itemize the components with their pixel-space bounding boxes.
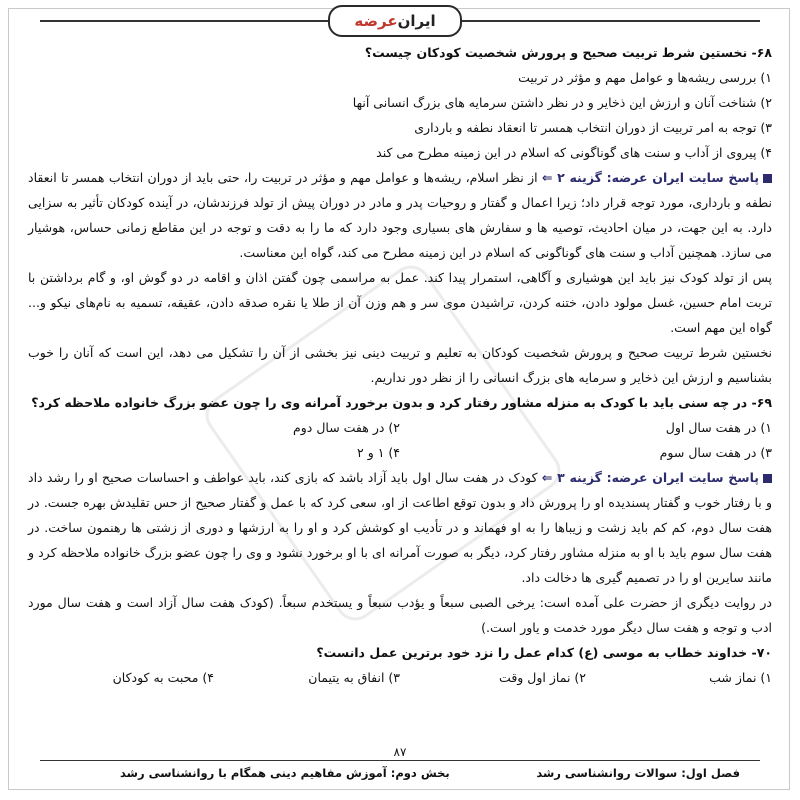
question-68: ۶۸- نخستین شرط تربیت صحیح و پرورش شخصیت کودکان چیست؟ <box>364 45 772 60</box>
q69-option-2: ۲) در هفت سال دوم <box>293 420 400 435</box>
q69-answer-p2: در روایت دیگری از حضرت علی آمده است: یرخی الصبی سبعاً و یؤدب سبعاً و یستخدم سبعاً. (کودک هفت سال آزاد است و هفت سال مورد ادب و توجه و هفت سال دیگر مورد خدمت و یاور است.) <box>28 595 772 635</box>
q70-options-row <box>28 665 772 690</box>
q68-answer-p3: نخستین شرط تربیت صحیح و پرورش شخصیت کودکان به تعلیم و تربیت دینی نیز بخشی از آن را تشکیل می دهد، این است که آنان را خوب بشناسیم و ارزش این ذخایر و سرمایه های بزرگ انسانی را از نظر دور نداریم. <box>28 345 772 385</box>
question-69: ۶۹- در چه سنی باید با کودک به منزله مشاور رفتار کرد و بدون برخورد آمرانه وی را چون عضو بزرگ خانواده ملاحظه کرد؟ <box>31 395 772 410</box>
q68-answer-p1: از نظر اسلام، ریشه‌ها و عوامل مهم و مؤثر در تربیت را، حتی باید از دوران انتخاب همسر تا انعقاد نطفه و بارداری، مورد توجه قرار داد؛ زیرا اعمال و گفتار و روحیات پدر و مادر در دوران پیش از تولد فرزندشان، در آینده کودکان تأثیر به سزایی دارد. به این جهت، در میان احادیث، توصیه ها و سفارش های بسیاری وجود دارد که ما را به دقت و توجه در این مقاطع زمانی حساس، هوشیار می سازد. همچنین آداب و سنت های گوناگونی که اسلام در این زمینه مطرح می کند، گواه این معناست. <box>28 170 772 260</box>
site-logo <box>328 5 462 37</box>
logo-accent: عرضه <box>354 12 398 30</box>
q69-answer <box>28 465 772 590</box>
answer-marker-icon <box>763 174 772 183</box>
q69-option-4: ۴) ۱ و ۲ <box>357 445 400 460</box>
q70-option-4: ۴) محبت به کودکان <box>112 670 214 685</box>
q68-option-1: ۱) بررسی ریشه‌ها و عوامل مهم و مؤثر در تربیت <box>518 70 772 85</box>
q69-option-1: ۱) در هفت سال اول <box>665 420 772 435</box>
q69-answer-p1: کودک در هفت سال اول باید آزاد باشد که بازی کند، باید عواطف و احساسات صحیح او را رشد داد و با رفتار خوب و گفتار پسندیده او را پرورش داد و بدون توقع اطاعت از او، سعی کرد که با عمل و گفتار صحیح از حس تقلیدش بهره جست. در هفت سال دوم، کم کم باید زشت و زیباها را به او فهماند و در تأدیب او کوشش کرد و او را به ارزشها و دوری از زشتی ها رهنمون ساخت. در هفت سال سوم باید با او به منزله مشاور رفتار کرد، دیگر به صورت آمرانه ای با او برخورد نشود و وی را چون عضو بزرگ خانواده ملاحظه کرد و مانند سایرین او را در تصمیم گیری ها دخالت داد. <box>28 470 772 585</box>
question-70: ۷۰- خداوند خطاب به موسی (ع) کدام عمل را نزد خود برترین عمل دانست؟ <box>316 645 772 660</box>
q70-option-2: ۲) نماز اول وقت <box>499 670 586 685</box>
answer-marker-icon <box>763 474 772 483</box>
page-content <box>28 40 772 690</box>
q68-answer-p2: پس از تولد کودک نیز باید این هوشیاری و آگاهی، استمرار پیدا کند. عمل به مراسمی چون گفتن اذان و اقامه در دو گوش او، و گام برداشتن با تربت امام حسین، غسل مولود دادن، ختنه کردن، تراشیدن موی سر و هم وزن آن از طلا یا نقره صدقه دادن، عقیقه، تسمیه به نام‌های نیکو و... گواه این مهم است. <box>28 270 772 335</box>
q70-option-3: ۳) انفاق به یتیمان <box>308 670 400 685</box>
q68-option-3: ۳) توجه به امر تربیت از دوران انتخاب همسر تا انعقاد نطفه و بارداری <box>414 120 772 135</box>
q68-answer <box>28 165 772 265</box>
footer-rule <box>40 760 760 761</box>
q68-option-4: ۴) پیروی از آداب و سنت های گوناگونی که اسلام در این زمینه مطرح می کند <box>376 145 772 160</box>
q69-options-row-1 <box>28 415 772 440</box>
footer-chapter: فصل اول: سوالات روانشناسی رشد <box>536 766 740 780</box>
q69-option-3: ۳) در هفت سال سوم <box>659 445 772 460</box>
footer-section: بخش دوم: آموزش مفاهیم دینی همگام با روانشناسی رشد <box>120 766 450 780</box>
q70-option-1: ۱) نماز شب <box>709 670 772 685</box>
q69-answer-title: پاسخ سایت ایران عرضه: گزینه ۳ ⇐ <box>541 470 759 485</box>
q68-answer-title: پاسخ سایت ایران عرضه: گزینه ۲ ⇐ <box>541 170 760 185</box>
page-number: ۸۷ <box>380 745 420 759</box>
q68-option-2: ۲) شناخت آنان و ارزش این ذخایر و در نظر داشتن سرمایه های بزرگ انسانی آنها <box>352 95 772 110</box>
logo-main: ایران <box>397 12 436 30</box>
q69-options-row-2 <box>28 440 772 465</box>
